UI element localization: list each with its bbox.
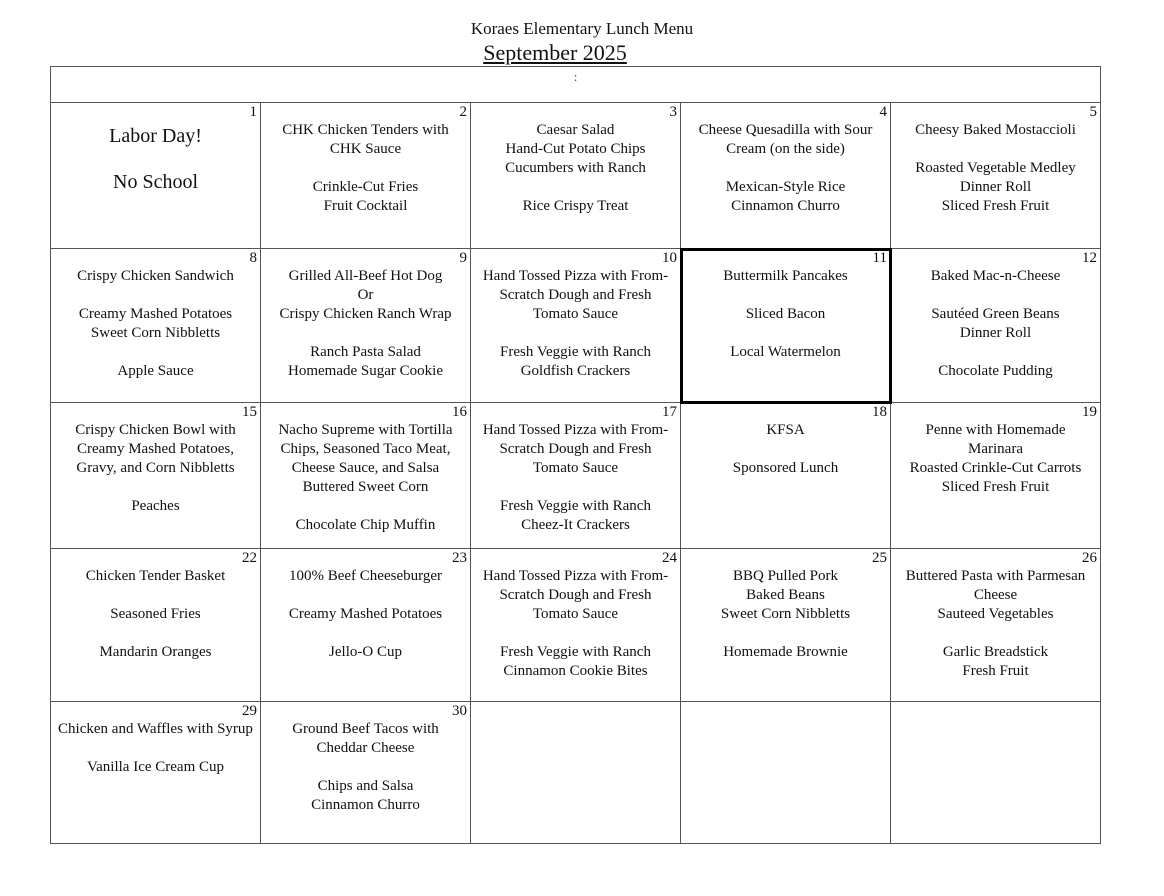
menu-line: Hand Tossed Pizza with From-Scratch Dough and Fresh Tomato Sauce: [482, 568, 669, 622]
month-heading: September 2025: [483, 40, 627, 65]
day-cell: [51, 702, 261, 844]
day-number: 30: [452, 703, 467, 719]
menu-line: Local Watermelon: [730, 344, 841, 360]
day-cell: [261, 549, 471, 702]
day-menu: [681, 103, 890, 216]
day-menu: [681, 549, 890, 662]
menu-line: Jello-O Cup: [329, 644, 402, 660]
menu-line: [267, 324, 464, 343]
menu-line: Sliced Fresh Fruit: [941, 198, 1050, 214]
day-cell: [681, 403, 891, 549]
menu-line: Fruit Cocktail: [323, 198, 408, 214]
menu-line: Roasted Crinkle-Cut Carrots: [909, 460, 1082, 476]
week-row-5: [51, 702, 1101, 844]
menu-line: Hand Tossed Pizza with From-Scratch Dough and Fresh Tomato Sauce: [482, 268, 669, 322]
menu-line: Hand Tossed Pizza with From-Scratch Dough and Fresh Tomato Sauce: [482, 422, 669, 476]
day-number: 25: [872, 550, 887, 566]
day-cell: [261, 103, 471, 249]
day-menu: [471, 249, 680, 381]
day-number: 4: [879, 104, 887, 120]
menu-line: Sauteed Vegetables: [937, 606, 1054, 622]
menu-line: Chocolate Pudding: [938, 363, 1053, 379]
menu-line: Cucumbers with Ranch: [505, 160, 646, 176]
week-row-2: [51, 249, 1101, 403]
header-row: [51, 67, 1101, 103]
menu-title: Koraes Elementary Lunch Menu: [470, 19, 694, 38]
menu-line: [897, 286, 1094, 305]
day-number: 26: [1082, 550, 1097, 566]
day-cell-empty: [471, 702, 681, 844]
day-number: 16: [452, 404, 467, 420]
day-menu: [261, 103, 470, 216]
menu-line: Homemade Sugar Cookie: [288, 363, 443, 379]
day-cell: [261, 249, 471, 403]
menu-line: Rice Crispy Treat: [522, 198, 629, 214]
day-menu: [681, 249, 890, 362]
day-cell: [261, 702, 471, 844]
menu-line: [687, 159, 884, 178]
day-cell-empty: [681, 702, 891, 844]
menu-line: [57, 739, 254, 758]
day-menu: [891, 403, 1100, 497]
day-cell: [51, 403, 261, 549]
menu-line: Ranch Pasta Salad: [310, 344, 421, 360]
day-menu: [891, 702, 1100, 720]
menu-line: Buttermilk Pancakes: [723, 268, 848, 284]
menu-line: [57, 624, 254, 643]
menu-line: Hand-Cut Potato Chips: [505, 141, 646, 157]
menu-line: Cheez-It Crackers: [521, 517, 630, 533]
menu-line: Sliced Fresh Fruit: [941, 479, 1050, 495]
menu-line: 100% Beef Cheeseburger: [288, 568, 442, 584]
day-menu: [891, 549, 1100, 681]
menu-line: [267, 159, 464, 178]
menu-line: [477, 478, 674, 497]
menu-line: Mexican-Style Rice: [725, 179, 846, 195]
menu-line: [687, 286, 884, 305]
menu-line: Buttered Pasta with Parmesan Cheese: [905, 568, 1086, 603]
lunch-calendar: [50, 66, 1101, 844]
menu-line: Peaches: [131, 498, 180, 514]
menu-line: [897, 624, 1094, 643]
day-menu: [471, 103, 680, 216]
menu-line: Cinnamon Churro: [311, 797, 420, 813]
menu-line: Crispy Chicken Bowl with Creamy Mashed Potatoes, Gravy, and Corn Nibbletts: [75, 422, 236, 476]
day-cell: [261, 403, 471, 549]
menu-line: [687, 324, 884, 343]
menu-line: [477, 178, 674, 197]
day-number: 15: [242, 404, 257, 420]
day-menu: [891, 103, 1100, 216]
menu-line: Penne with Homemade Marinara: [925, 422, 1066, 457]
menu-line: BBQ Pulled Pork: [732, 568, 838, 584]
menu-line: Mandarin Oranges: [99, 644, 212, 660]
menu-line: Dinner Roll: [959, 179, 1032, 195]
day-number: 18: [872, 404, 887, 420]
menu-line: Cheesy Baked Mostaccioli: [915, 122, 1076, 138]
menu-line: [57, 478, 254, 497]
day-menu: [51, 403, 260, 516]
day-number: 29: [242, 703, 257, 719]
menu-line: Baked Mac-n-Cheese: [930, 268, 1061, 284]
day-menu: [891, 249, 1100, 381]
menu-line: Cinnamon Churro: [731, 198, 840, 214]
menu-line: KFSA: [766, 422, 805, 438]
menu-line: Ground Beef Tacos with Cheddar Cheese: [292, 721, 439, 756]
day-number: 1: [249, 104, 257, 120]
day-menu: [471, 702, 680, 720]
menu-line: Or: [357, 287, 374, 303]
week-row-3: [51, 403, 1101, 549]
day-number: 23: [452, 550, 467, 566]
menu-line: Seasoned Fries: [110, 606, 201, 622]
menu-line: [687, 440, 884, 459]
day-cell: [51, 549, 261, 702]
day-number: 19: [1082, 404, 1097, 420]
menu-line: Garlic Breadstick: [942, 644, 1049, 660]
day-cell: [51, 103, 261, 249]
menu-line: Sponsored Lunch: [732, 460, 839, 476]
week-row-1: [51, 103, 1101, 249]
day-number: 3: [669, 104, 677, 120]
day-menu: [471, 549, 680, 681]
day-menu: [261, 549, 470, 662]
menu-line: Chocolate Chip Muffin: [295, 517, 436, 533]
menu-line: [267, 586, 464, 605]
menu-line: Caesar Salad: [536, 122, 615, 138]
day-cell: [891, 549, 1101, 702]
day-cell: [891, 403, 1101, 549]
menu-line: Nacho Supreme with Tortilla Chips, Seasoned Taco Meat, Cheese Sauce, and Salsa: [278, 422, 453, 476]
menu-line: [267, 497, 464, 516]
day-menu: [261, 249, 470, 381]
day-number: 11: [872, 250, 887, 266]
menu-line: [897, 140, 1094, 159]
week-row-4: [51, 549, 1101, 702]
menu-line: Crinkle-Cut Fries: [312, 179, 419, 195]
menu-line: Sliced Bacon: [745, 306, 826, 322]
day-number: 5: [1089, 104, 1097, 120]
menu-line: [57, 343, 254, 362]
menu-line: Chips and Salsa: [317, 778, 414, 794]
menu-line: Crispy Chicken Sandwich: [77, 268, 234, 284]
menu-line: [477, 324, 674, 343]
calendar-header-cell: [51, 67, 1101, 103]
menu-line: Fresh Veggie with Ranch: [500, 344, 651, 360]
menu-line: Fresh Veggie with Ranch: [500, 644, 651, 660]
day-menu: [51, 702, 260, 777]
day-number: 17: [662, 404, 677, 420]
menu-line: [57, 286, 254, 305]
menu-line: Sautéed Green Beans: [931, 306, 1060, 322]
menu-line: Baked Beans: [746, 587, 825, 603]
menu-line: Creamy Mashed Potatoes: [288, 606, 443, 622]
day-number: 9: [459, 250, 467, 266]
day-number: 22: [242, 550, 257, 566]
day-number: 8: [249, 250, 257, 266]
day-cell: [681, 549, 891, 702]
menu-line: Chicken Tender Basket: [85, 568, 226, 584]
day-number: 24: [662, 550, 677, 566]
day-cell: [51, 249, 261, 403]
menu-line: Creamy Mashed Potatoes: [78, 306, 233, 322]
menu-line: Sweet Corn Nibbletts: [90, 325, 221, 341]
red-marker: :: [573, 69, 578, 84]
menu-line: Goldfish Crackers: [520, 363, 631, 379]
day-number: 10: [662, 250, 677, 266]
menu-line: Homemade Brownie: [723, 644, 848, 660]
day-number: 2: [459, 104, 467, 120]
menu-line: [687, 624, 884, 643]
menu-line: [57, 586, 254, 605]
menu-line: No School: [113, 171, 198, 193]
day-menu: [681, 702, 890, 720]
menu-line: Sweet Corn Nibbletts: [720, 606, 851, 622]
menu-line: [477, 624, 674, 643]
menu-line: Grilled All-Beef Hot Dog: [288, 268, 443, 284]
menu-line: Crispy Chicken Ranch Wrap: [279, 306, 452, 322]
day-cell-highlighted: [681, 249, 891, 403]
menu-line: Chicken and Waffles with Syrup: [58, 721, 253, 737]
menu-line: [267, 624, 464, 643]
day-cell: [471, 103, 681, 249]
day-menu: [51, 549, 260, 662]
menu-line: Cinnamon Cookie Bites: [503, 663, 648, 679]
day-menu: [51, 103, 260, 194]
day-menu: [261, 403, 470, 535]
day-cell: [471, 403, 681, 549]
day-number: 12: [1082, 250, 1097, 266]
menu-line: Cheese Quesadilla with Sour Cream (on the side): [698, 122, 873, 157]
menu-line: Apple Sauce: [117, 363, 194, 379]
menu-line: CHK Chicken Tenders with CHK Sauce: [282, 122, 449, 157]
menu-line: Dinner Roll: [959, 325, 1032, 341]
menu-line: Labor Day!: [109, 125, 202, 147]
menu-line: Vanilla Ice Cream Cup: [86, 759, 225, 775]
day-menu: [471, 403, 680, 535]
menu-line: Fresh Fruit: [962, 663, 1029, 679]
day-cell: [891, 249, 1101, 403]
menu-line: Fresh Veggie with Ranch: [500, 498, 651, 514]
menu-line: [267, 758, 464, 777]
day-cell: [471, 549, 681, 702]
day-cell: [891, 103, 1101, 249]
day-menu: [261, 702, 470, 815]
menu-line: [897, 343, 1094, 362]
menu-line: Roasted Vegetable Medley: [915, 160, 1076, 176]
day-menu: [681, 403, 890, 478]
day-menu: [51, 249, 260, 381]
menu-line: [57, 148, 254, 171]
day-cell: [471, 249, 681, 403]
menu-line: Buttered Sweet Corn: [302, 479, 429, 495]
day-cell: [681, 103, 891, 249]
day-cell-empty: [891, 702, 1101, 844]
